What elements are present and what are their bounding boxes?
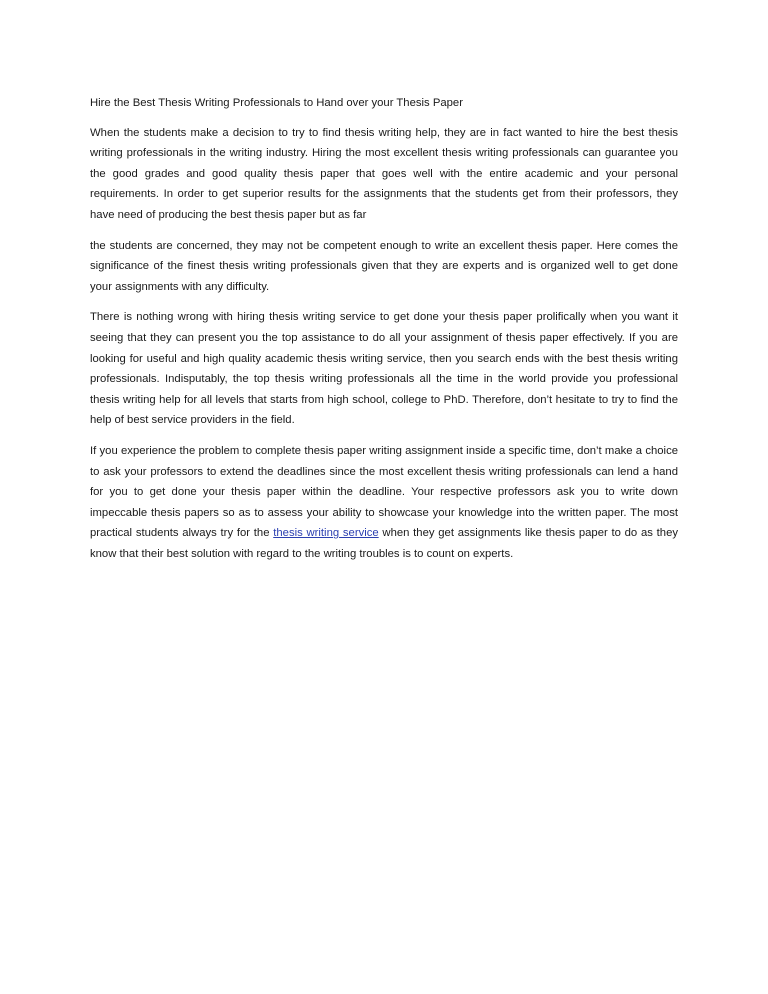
document-page (90, 93, 678, 574)
paragraph-3: There is nothing wrong with hiring thesis writing service to get done your thesis paper prolifically when you want it seeing that they can present you the top assistance to do all your assignment of thesis paper effectively. If you are looking for useful and high quality academic thesis writing service, then you search ends with the best thesis writing professionals. Indisputably, the top thesis writing professionals all the time in the world provide you professional thesis writing help for all levels that starts from high school, college to PhD. Therefore, don’t hesitate to try to find the help of best service providers in the field. (90, 311, 678, 427)
paragraph-2: the students are concerned, they may not be competent enough to write an excellent thesis paper. Here comes the significance of the finest thesis writing professionals given that they are experts and is organized well to get done your assignments with any difficulty. (90, 239, 678, 293)
document-title: Hire the Best Thesis Writing Professionals to Hand over your Thesis Paper (90, 97, 463, 109)
paragraph-4-after-link: when they get assignments like thesis paper to do as they know that their best solution with regard to the writing troubles is to count on experts. (90, 527, 678, 560)
paragraph-4-before-link: If you experience the problem to complete thesis paper writing assignment inside a specific time, don’t make a choice to ask your professors to extend the deadlines since the most excellent thesis writing professionals can lend a hand for you to get done your thesis paper within the deadline. Your respective professors ask you to write down impeccable thesis papers so as to assess your ability to showcase your knowledge into the written paper. The most practical students always try for the (90, 444, 678, 540)
paragraph-1: When the students make a decision to try to find thesis writing help, they are in fact wanted to hire the best thesis writing professionals in the writing industry. Hiring the most excellent thesis writing professionals can guarantee you the good grades and good quality thesis paper that goes well with the entire academic and your personal requirements. In order to get superior results for the assignments that the students get from their professors, they have need of producing the best thesis paper but as far (90, 126, 678, 221)
paragraph-4 (90, 441, 678, 565)
thesis-writing-service-link[interactable]: thesis writing service (273, 527, 379, 540)
